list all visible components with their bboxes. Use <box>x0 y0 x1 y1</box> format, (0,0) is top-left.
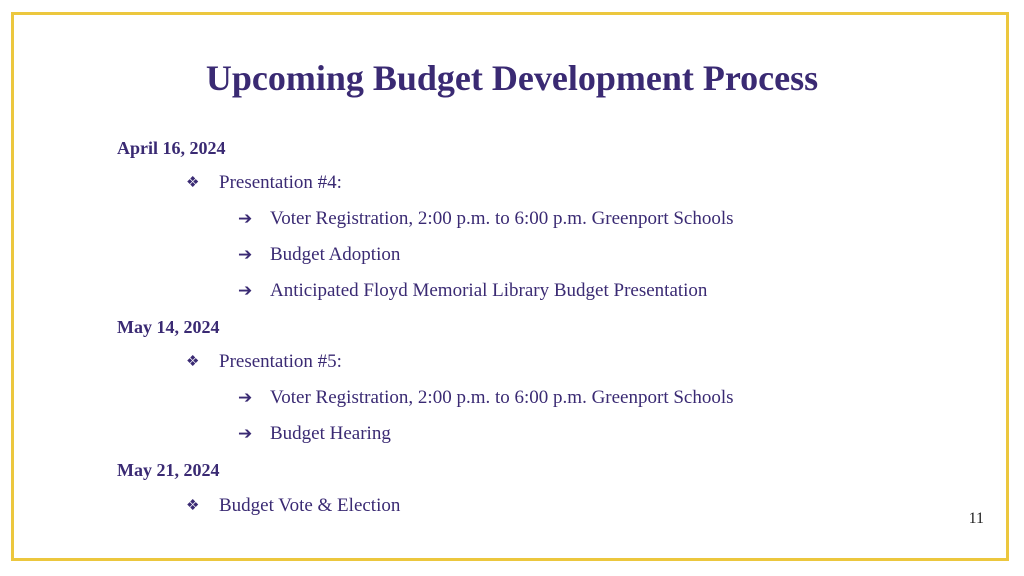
list-item <box>186 172 342 194</box>
sub-list-item <box>238 387 734 409</box>
sub-list-item <box>238 244 400 266</box>
diamond-bullet-icon: ❖ <box>186 498 200 514</box>
section-date: May 14, 2024 <box>117 317 220 337</box>
sub-list-item <box>238 423 391 445</box>
page-number: 11 <box>968 510 984 527</box>
arrow-right-icon: ➔ <box>238 388 253 408</box>
arrow-right-icon: ➔ <box>238 245 253 265</box>
list-item-label: Presentation #5: <box>219 351 342 372</box>
list-item-label: Budget Vote & Election <box>219 495 401 516</box>
diamond-bullet-icon: ❖ <box>186 354 200 370</box>
list-item <box>186 495 400 517</box>
sub-list-item <box>238 208 734 230</box>
sub-list-item-label: Voter Registration, 2:00 p.m. to 6:00 p.m. Greenport Schools <box>270 208 734 229</box>
arrow-right-icon: ➔ <box>238 424 253 444</box>
section-date: April 16, 2024 <box>117 138 226 158</box>
arrow-right-icon: ➔ <box>238 209 253 229</box>
sub-list-item-label: Budget Adoption <box>270 244 401 265</box>
sub-list-item <box>238 280 707 302</box>
arrow-right-icon: ➔ <box>238 281 253 301</box>
diamond-bullet-icon: ❖ <box>186 175 200 191</box>
sub-list-item-label: Anticipated Floyd Memorial Library Budget Presentation <box>270 280 708 301</box>
slide-title: Upcoming Budget Development Process <box>205 58 819 98</box>
sub-list-item-label: Budget Hearing <box>270 423 391 444</box>
section-date: May 21, 2024 <box>117 460 220 480</box>
list-item-label: Presentation #4: <box>219 172 342 193</box>
sub-list-item-label: Voter Registration, 2:00 p.m. to 6:00 p.m. Greenport Schools <box>270 387 734 408</box>
list-item <box>186 351 342 373</box>
